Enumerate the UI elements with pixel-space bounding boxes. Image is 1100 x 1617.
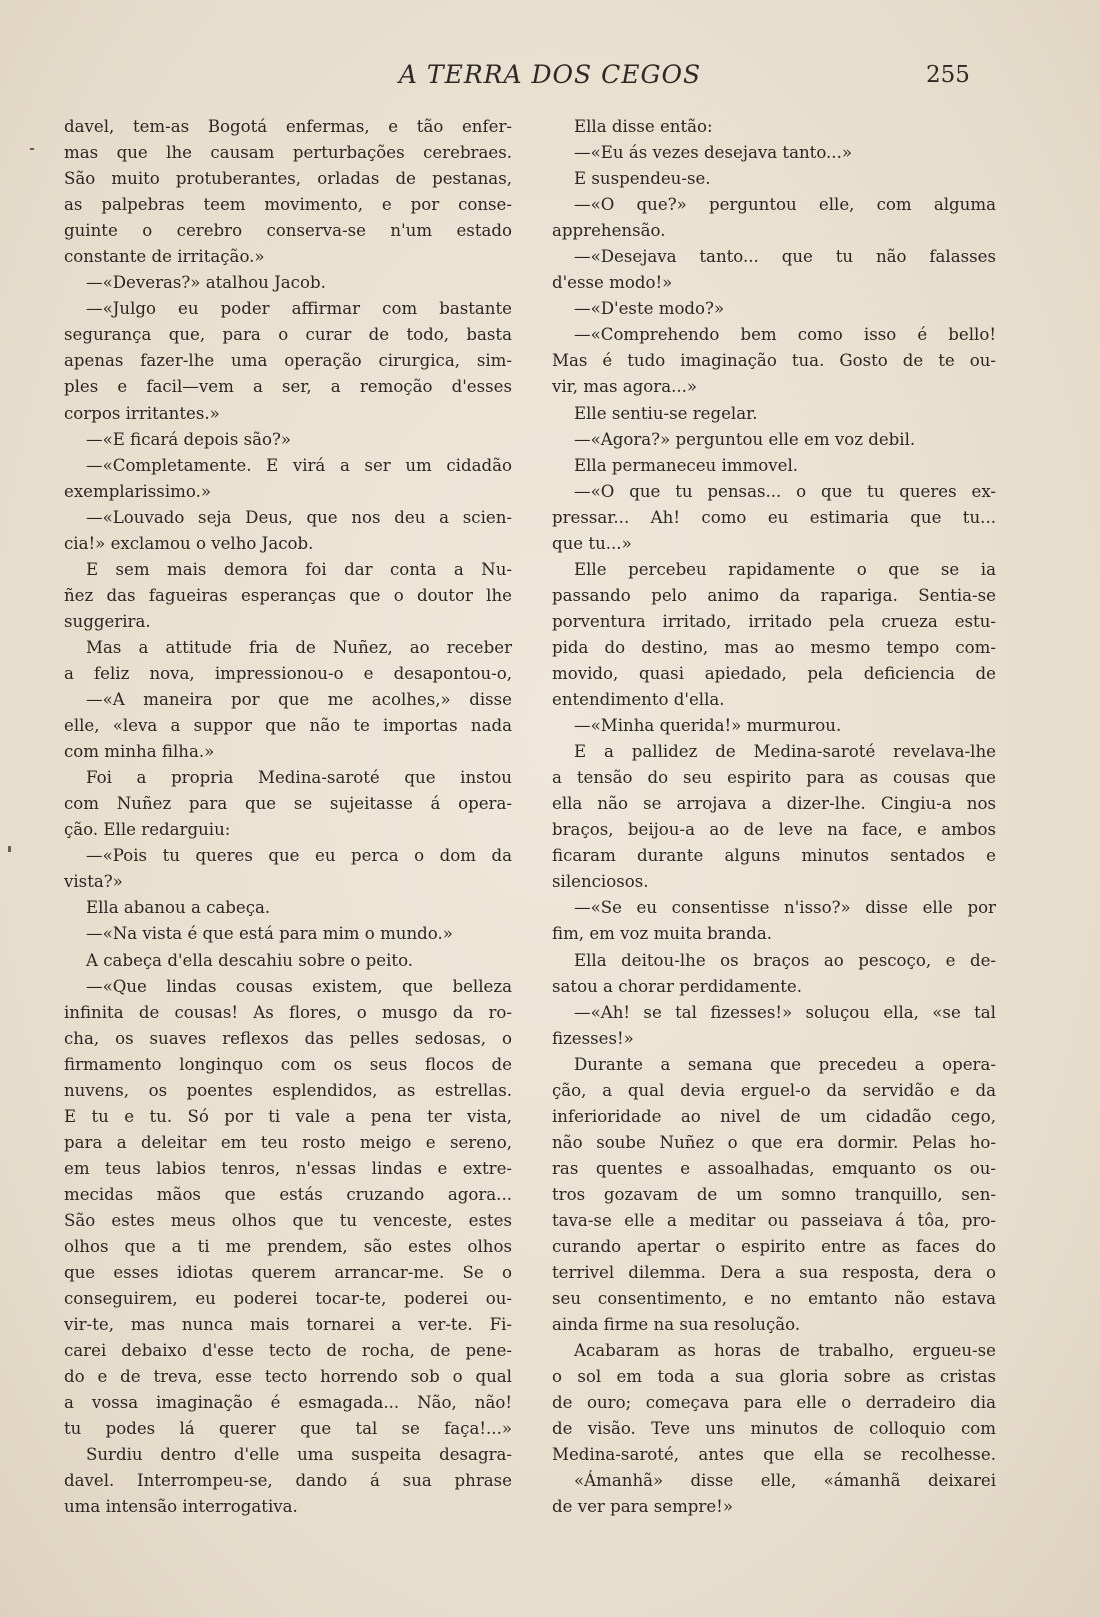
text-line: Mas é tudo imaginação tua. Gosto de te ou- <box>552 351 996 371</box>
text-line: passando pelo animo da rapariga. Sentia-se <box>552 585 996 605</box>
text-line: —«Pois tu queres que eu perca o dom da <box>86 846 512 866</box>
text-line: suggerira. <box>64 611 151 631</box>
text-line: carei debaixo d'esse tecto de rocha, de pene- <box>64 1341 512 1361</box>
text-line: —«D'este modo?» <box>574 299 725 319</box>
text-line: mecidas mãos que estás cruzando agora... <box>64 1184 512 1204</box>
text-line: Elle percebeu rapidamente o que se ia <box>574 559 996 579</box>
text-line: com minha filha.» <box>64 742 215 762</box>
text-line: —«Comprehendo bem como isso é bello! <box>574 325 996 345</box>
margin-speck <box>8 846 11 852</box>
text-line: satou a chorar perdidamente. <box>552 976 803 996</box>
text-line: d'esse modo!» <box>552 273 673 293</box>
text-line: Surdiu dentro d'elle uma suspeita desagra- <box>86 1445 512 1465</box>
text-line: —«Ah! se tal fizesses!» soluçou ella, «se tal <box>574 1002 996 1022</box>
text-line: —«Agora?» perguntou elle em voz debil. <box>574 429 916 449</box>
text-line: São muito protuberantes, orladas de pestanas, <box>64 169 512 189</box>
text-line: a vossa imaginação é esmagada... Não, não! <box>64 1393 512 1413</box>
text-line: Elle sentiu-se regelar. <box>574 403 758 423</box>
text-line: do e de treva, esse tecto horrendo sob o qual <box>64 1367 512 1387</box>
text-line: seu consentimento, e no emtanto não estava <box>552 1289 996 1309</box>
text-line: Foi a propria Medina-saroté que instou <box>86 768 512 788</box>
text-line: ficaram durante alguns minutos sentados e <box>552 846 996 866</box>
text-line: que tu...» <box>552 533 632 553</box>
text-line: —«Deveras?» atalhou Jacob. <box>86 273 326 293</box>
text-line: mas que lhe causam perturbações cerebraes. <box>64 143 512 163</box>
running-title: A TERRA DOS CEGOS <box>398 60 702 89</box>
text-line: ainda firme na sua resolução. <box>552 1315 801 1335</box>
text-line: —«Se eu consentisse n'isso?» disse elle por <box>574 898 996 918</box>
text-line: ples e facil—vem a ser, a remoção d'esses <box>64 377 512 397</box>
text-line: constante de irritação.» <box>64 247 265 267</box>
text-line: E sem mais demora foi dar conta a Nu- <box>86 559 512 579</box>
text-line: terrivel dilemma. Dera a sua resposta, dera o <box>552 1263 996 1283</box>
text-line: elle, «leva a suppor que não te importas nada <box>64 716 512 736</box>
text-line: que esses idiotas querem arrancar-me. Se o <box>64 1263 512 1283</box>
text-line: E tu e tu. Só por ti vale a pena ter vista, <box>64 1106 512 1126</box>
text-line: —«O que tu pensas... o que tu queres ex- <box>574 481 996 501</box>
text-line: Medina-saroté, antes que ella se recolhesse. <box>552 1445 996 1465</box>
text-line: as palpebras teem movimento, e por conse- <box>64 195 512 215</box>
text-column-left <box>64 114 512 1521</box>
text-line: —«Eu ás vezes desejava tanto...» <box>574 143 853 163</box>
text-line: Acabaram as horas de trabalho, ergueu-se <box>574 1341 996 1361</box>
text-line: —«Na vista é que está para mim o mundo.» <box>86 924 453 944</box>
text-line: —«A maneira por que me acolhes,» disse <box>86 690 512 710</box>
text-line: —«Louvado seja Deus, que nos deu a scien- <box>86 507 512 527</box>
text-line: pressar... Ah! como eu estimaria que tu... <box>552 507 996 527</box>
text-line: —«E ficará depois são?» <box>86 429 292 449</box>
text-line: —«O que?» perguntou elle, com alguma <box>574 195 996 215</box>
text-line: uma intensão interrogativa. <box>64 1497 298 1517</box>
page-number: 255 <box>926 62 970 88</box>
text-line: silenciosos. <box>552 872 649 892</box>
text-line: infinita de cousas! As flores, o musgo da ro- <box>64 1002 512 1022</box>
text-line: ñez das fagueiras esperanças que o doutor lhe <box>64 585 512 605</box>
text-line: a tensão do seu espirito para as cousas que <box>552 768 996 788</box>
text-line: apprehensão. <box>552 221 666 241</box>
text-line: entendimento d'ella. <box>552 690 725 710</box>
text-line: guinte o cerebro conserva-se n'um estado <box>64 221 512 241</box>
text-line: Durante a semana que precedeu a opera- <box>574 1054 996 1074</box>
text-line: tava-se elle a meditar ou passeiava á tôa, pro- <box>552 1210 996 1230</box>
text-line: de ouro; começava para elle o derradeiro dia <box>552 1393 996 1413</box>
text-line: —«Julgo eu poder affirmar com bastante <box>86 299 512 319</box>
text-line: não soube Nuñez o que era dormir. Pelas ho- <box>552 1132 996 1152</box>
text-line: tu podes lá querer que tal se faça!...» <box>64 1419 512 1439</box>
text-line: davel, tem-as Bogotá enfermas, e tão enfer- <box>64 117 512 136</box>
text-line: «Ámanhã» disse elle, «ámanhã deixarei <box>574 1471 996 1491</box>
text-line: Ella permaneceu immovel. <box>574 455 799 475</box>
text-line: A cabeça d'ella descahiu sobre o peito. <box>86 950 414 970</box>
text-line: ras quentes e assoalhadas, emquanto os ou- <box>552 1158 996 1178</box>
text-line: com Nuñez para que se sujeitasse á opera- <box>64 794 512 814</box>
text-line: vir, mas agora...» <box>552 377 698 397</box>
text-line: de visão. Teve uns minutos de colloquio com <box>552 1419 996 1439</box>
text-line: a feliz nova, impressionou-o e desapontou-o, <box>64 663 512 683</box>
text-line: pida do destino, mas ao mesmo tempo com- <box>552 637 996 657</box>
text-line: braços, beijou-a ao de leve na face, e ambos <box>552 820 996 840</box>
text-line: inferioridade ao nivel de um cidadão cego, <box>552 1106 996 1126</box>
text-line: —«Desejava tanto... que tu não falasses <box>574 247 996 267</box>
text-line: fizesses!» <box>552 1028 634 1048</box>
text-line: apenas fazer-lhe uma operação cirurgica, sim- <box>64 351 512 371</box>
text-line: São estes meus olhos que tu venceste, estes <box>64 1210 512 1230</box>
text-line: exemplarissimo.» <box>64 481 211 501</box>
text-line: curando apertar o espirito entre as faces do <box>552 1237 996 1257</box>
text-line: nuvens, os poentes esplendidos, as estrellas. <box>64 1080 512 1100</box>
text-line: Ella deitou-lhe os braços ao pescoço, e de- <box>574 950 996 970</box>
text-line: E a pallidez de Medina-saroté revelava-lhe <box>574 742 996 762</box>
text-line: em teus labios tenros, n'essas lindas e extre- <box>64 1158 512 1178</box>
text-line: o sol em toda a sua gloria sobre as cristas <box>552 1367 996 1387</box>
text-line: porventura irritado, irritado pela crueza estu- <box>552 611 996 631</box>
text-line: conseguirem, eu poderei tocar-te, poderei ou- <box>64 1289 512 1309</box>
text-line: davel. Interrompeu-se, dando á sua phrase <box>64 1471 512 1491</box>
text-line: movido, quasi apiedado, pela deficiencia de <box>552 663 996 683</box>
text-line: vir-te, mas nunca mais tornarei a ver-te. Fi- <box>64 1315 512 1335</box>
text-line: para a deleitar em teu rosto meigo e sereno, <box>64 1132 512 1152</box>
text-line: tros gozavam de um somno tranquillo, sen- <box>552 1184 996 1204</box>
text-line: —«Completamente. E virá a ser um cidadão <box>86 455 512 475</box>
margin-speck <box>30 148 34 150</box>
text-line: ella não se arrojava a dizer-lhe. Cingiu-a nos <box>552 794 996 814</box>
text-line: segurança que, para o curar de todo, basta <box>64 325 512 345</box>
text-line: —«Que lindas cousas existem, que belleza <box>86 976 512 996</box>
text-line: Ella abanou a cabeça. <box>86 898 271 918</box>
text-line: vista?» <box>64 872 123 892</box>
text-line: fim, em voz muita branda. <box>552 924 773 944</box>
text-line: Ella disse então: <box>574 117 713 136</box>
running-header <box>0 60 1100 96</box>
text-line: E suspendeu-se. <box>574 169 711 189</box>
text-line: firmamento longinquo com os seus flocos de <box>64 1054 512 1074</box>
text-line: cia!» exclamou o velho Jacob. <box>64 533 314 553</box>
text-line: cha, os suaves reflexos das pelles sedosas, o <box>64 1028 512 1048</box>
text-line: ção, a qual devia erguel-o da servidão e da <box>552 1080 996 1100</box>
text-line: corpos irritantes.» <box>64 403 220 423</box>
text-line: de ver para sempre!» <box>552 1497 733 1517</box>
text-column-right <box>552 114 996 1521</box>
text-line: Mas a attitude fria de Nuñez, ao receber <box>86 637 512 657</box>
text-line: —«Minha querida!» murmurou. <box>574 716 842 736</box>
text-line: ção. Elle redarguiu: <box>64 820 231 840</box>
text-line: olhos que a ti me prendem, são estes olhos <box>64 1237 512 1257</box>
